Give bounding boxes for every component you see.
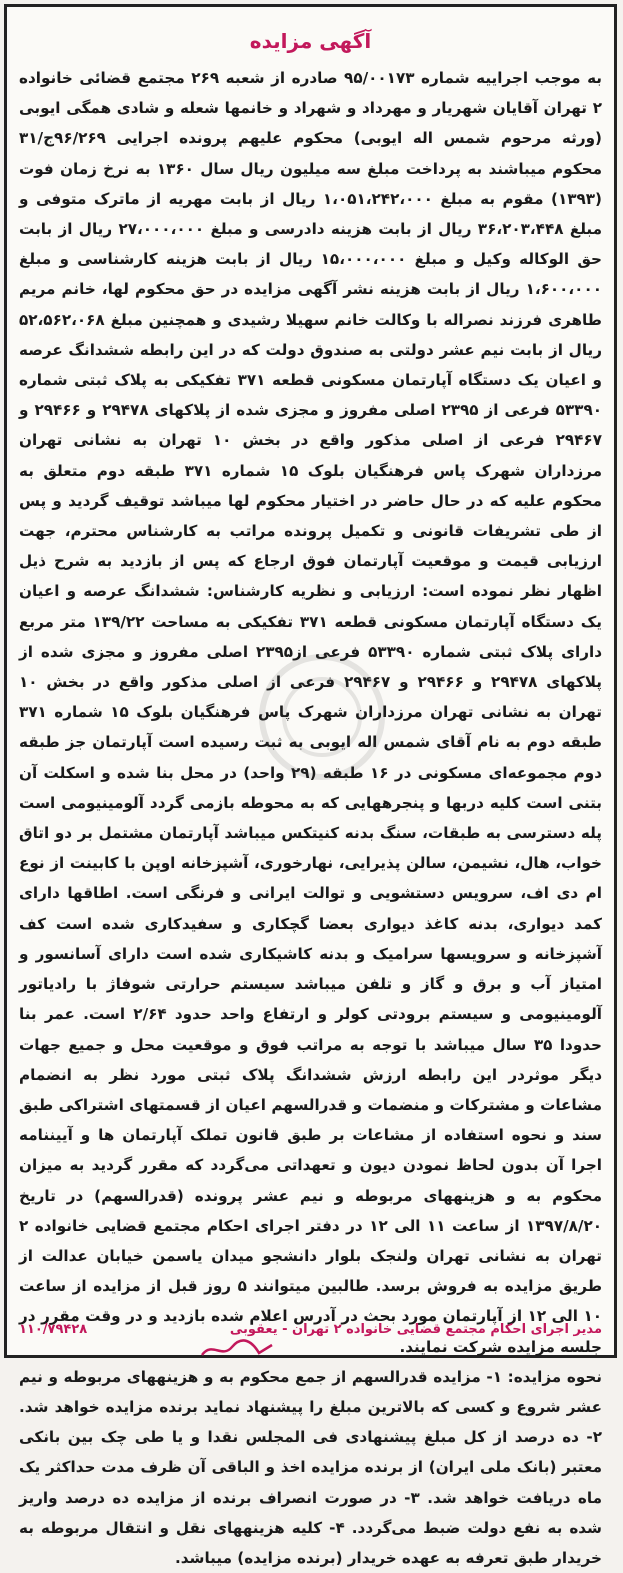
handwritten-signature xyxy=(197,1337,277,1361)
notice-paragraph-main: به موجب اجراییه شماره ۹۵/۰۰۱۷۳ صادره از شعبه ۲۶۹ مجتمع قضائی خانواده ۲ تهران آقایان شهریار و مهرداد و شهراد و خانمها شعله و شادی همگی ایوبی (ورثه مرحوم شمس اله ایوبی) محکوم علیهم پرونده اجرایی ۹۶/۲۶۹ج/۳۱ محکوم میباشند به پرداخت مبلغ سه میلیون ریال سال ۱۳۶۰ به نرخ زمان فوت (۱۳۹۳) مقوم به مبلغ ۱،۰۵۱،۲۴۲،۰۰۰ ریال از بابت مهریه از ماترک متوفی و مبلغ ۳۶،۲۰۳،۴۴۸ ریال از بابت هزینه دادرسی و مبلغ ۲۷،۰۰۰،۰۰۰ ریال از بابت حق الوکاله وکیل و مبلغ ۱۵،۰۰۰،۰۰۰ ریال از بابت هزینه کارشناسی و مبلغ ۱،۶۰۰،۰۰۰ ریال از بابت هزینه نشر آگهی مزایده در حق محکوم لها، خانم مریم طاهری فرزند نصراله با وکالت خانم سهیلا رشیدی و همچنین مبلغ ۵۲،۵۶۲،۰۶۸ ریال از بابت نیم عشر دولتی به صندوق دولت که در این رابطه ششدانگ عرصه و اعیان یک دستگاه آپارتمان مسکونی قطعه ۳۷۱ تفکیکی به پلاک ثبتی شماره ۵۳۳۹۰ فرعی از ۲۳۹۵ اصلی مفروز و مجزی شده از پلاکهای ۲۹۴۷۸ و ۲۹۴۶۶ و ۲۹۴۶۷ فرعی از اصلی مذکور واقع در بخش ۱۰ تهران به نشانی تهران مرزداران شهرک پاس فرهنگیان بلوک ۱۵ شماره ۳۷۱ طبقه دوم متعلق به محکوم علیه که در حال حاضر در اختیار محکوم لها میباشد توقیف گردید و پس از طی تشریفات قانونی و تکمیل پرونده مراتب به کارشناس محترم، جهت ارزیابی قیمت و موقعیت آپارتمان فوق ارجاع که پس از بازدید به شرح ذیل اظهار نظر نموده است: ارزیابی و نظریه کارشناس: ششدانگ عرصه و اعیان یک دستگاه آپارتمان مسکونی قطعه ۳۷۱ تفکیکی به مساحت ۱۳۹/۲۲ متر مربع دارای پلاک ثبتی شماره ۵۳۳۹۰ فرعی از۲۳۹۵ اصلی مفروز و مجزی شده از پلاکهای ۲۹۴۷۸ و ۲۹۴۶۶ و ۲۹۴۶۷ فرعی از اصلی مذکور واقع در بخش ۱۰ تهران به نشانی تهران مرزداران شهرک پاس فرهنگیان بلوک ۱۵ شماره ۳۷۱ طبقه دوم به نام آقای شمس اله ایوبی به ثبت رسیده است آپارتمان جز طبقه دوم مجموعه‌ای مسکونی در ۱۶ طبقه (۲۹ واحد) در محل بنا شده و اسکلت آن بتنی است کلیه دربها و پنجرههایی که به محوطه بازمی گردد آلومینیومی است پله دسترسی به طبقات، سنگ بدنه کنیتکس میباشد آپارتمان مشتمل بر دو اتاق خواب، هال، نشیمن، سالن پذیرایی، نهارخوری، آشپزخانه اوپن با کابینت از نوع ام دی اف، سرویس دستشویی و توالت ایرانی و فرنگی است. اطاقها دارای کمد دیواری، بدنه کاغذ دیواری بعضا گچکاری و سفیدکاری شده است کف آشپزخانه و سرویسها سرامیک و بدنه کاشیکاری شده است دارای آسانسور و امتیاز آب و برق و گاز و تلفن میباشد سیستم حرارتی شوفاژ با رادیاتور آلومینیومی و سیستم برودتی کولر و ارتفاع واحد حدود ۲/۶۴ است. عمر بنا حدودا ۳۵ سال میباشد با توجه به مراتب فوق و موقعیت محل و جمیع جهات دیگر موثردر این رابطه ارزش ششدانگ پلاک ثبتی مورد نظر به انضمام مشاعات و مشترکات و منضمات و قدرالسهم اعیان از قسمتهای اشتراکی طبق سند و نحوه استفاده از مشاعات بر طبق قانون تملک آپارتمان ها و آییننامه اجرا آن بدون لحاظ نمودن دیون و تعهداتی می‌گردد که مقرر گردید به میزان محکوم به و هزینههای مربوطه و نیم عشر پرونده (قدرالسهم) در تاریخ ۱۳۹۷/۸/۲۰ از ساعت ۱۱ الی ۱۲ در دفتر اجرای احکام مجتمع قضایی خانواده ۲ تهران به نشانی تهران ولنجک بلوار دانشجو میدان یاسمن خیابان عدالت از طریق مزایده به فروش برسد. طالبین میتوانند ۵ روز قبل از مزایده از ساعت ۱۰ الی ۱۲ از آپارتمان مورد بحث در آدرس اعلام شده بازدید و در وقت مقرر در جلسه مزایده شرکت نمایند. xyxy=(19,69,603,1356)
notice-title: آگهی مزایده xyxy=(249,29,372,53)
signature-line: مدیر اجرای احکام مجتمع قضایی خانواده ۲ تهران - یعقوبی xyxy=(229,1322,602,1337)
notice-paragraph-terms: نحوه مزایده: ۱- مزایده قدرالسهم از جمع محکوم به و هزینههای مربوطه و نیم عشر شروع و کسی که بالاترین مبلغ را پیشنهاد نماید برنده مزایده خواهد شد. ۲- ده درصد از کل مبلغ پیشنهادی فی المجلس نقدا و یا طی چک بین بانکی معتبر (بانک ملی ایران) از برنده مزایده اخذ و الباقی آن ظرف مدت حداکثر یک ماه دریافت خواهد شد. ۳- در صورت انصراف برنده از مزایده ده درصد واریز شده به نفع دولت ضبط می‌گردد. ۴- کلیه هزینههای نقل و انتقال مربوطه به خریدار طبق تعرفه به عهده خریدار (برنده مزایده) میباشد. xyxy=(19,1367,603,1567)
notice-body xyxy=(19,63,602,1573)
notice-footer xyxy=(19,1322,602,1337)
auction-notice xyxy=(4,4,617,1567)
notice-code: ۱۱۰/۷۹۴۲۸ xyxy=(19,1322,88,1337)
